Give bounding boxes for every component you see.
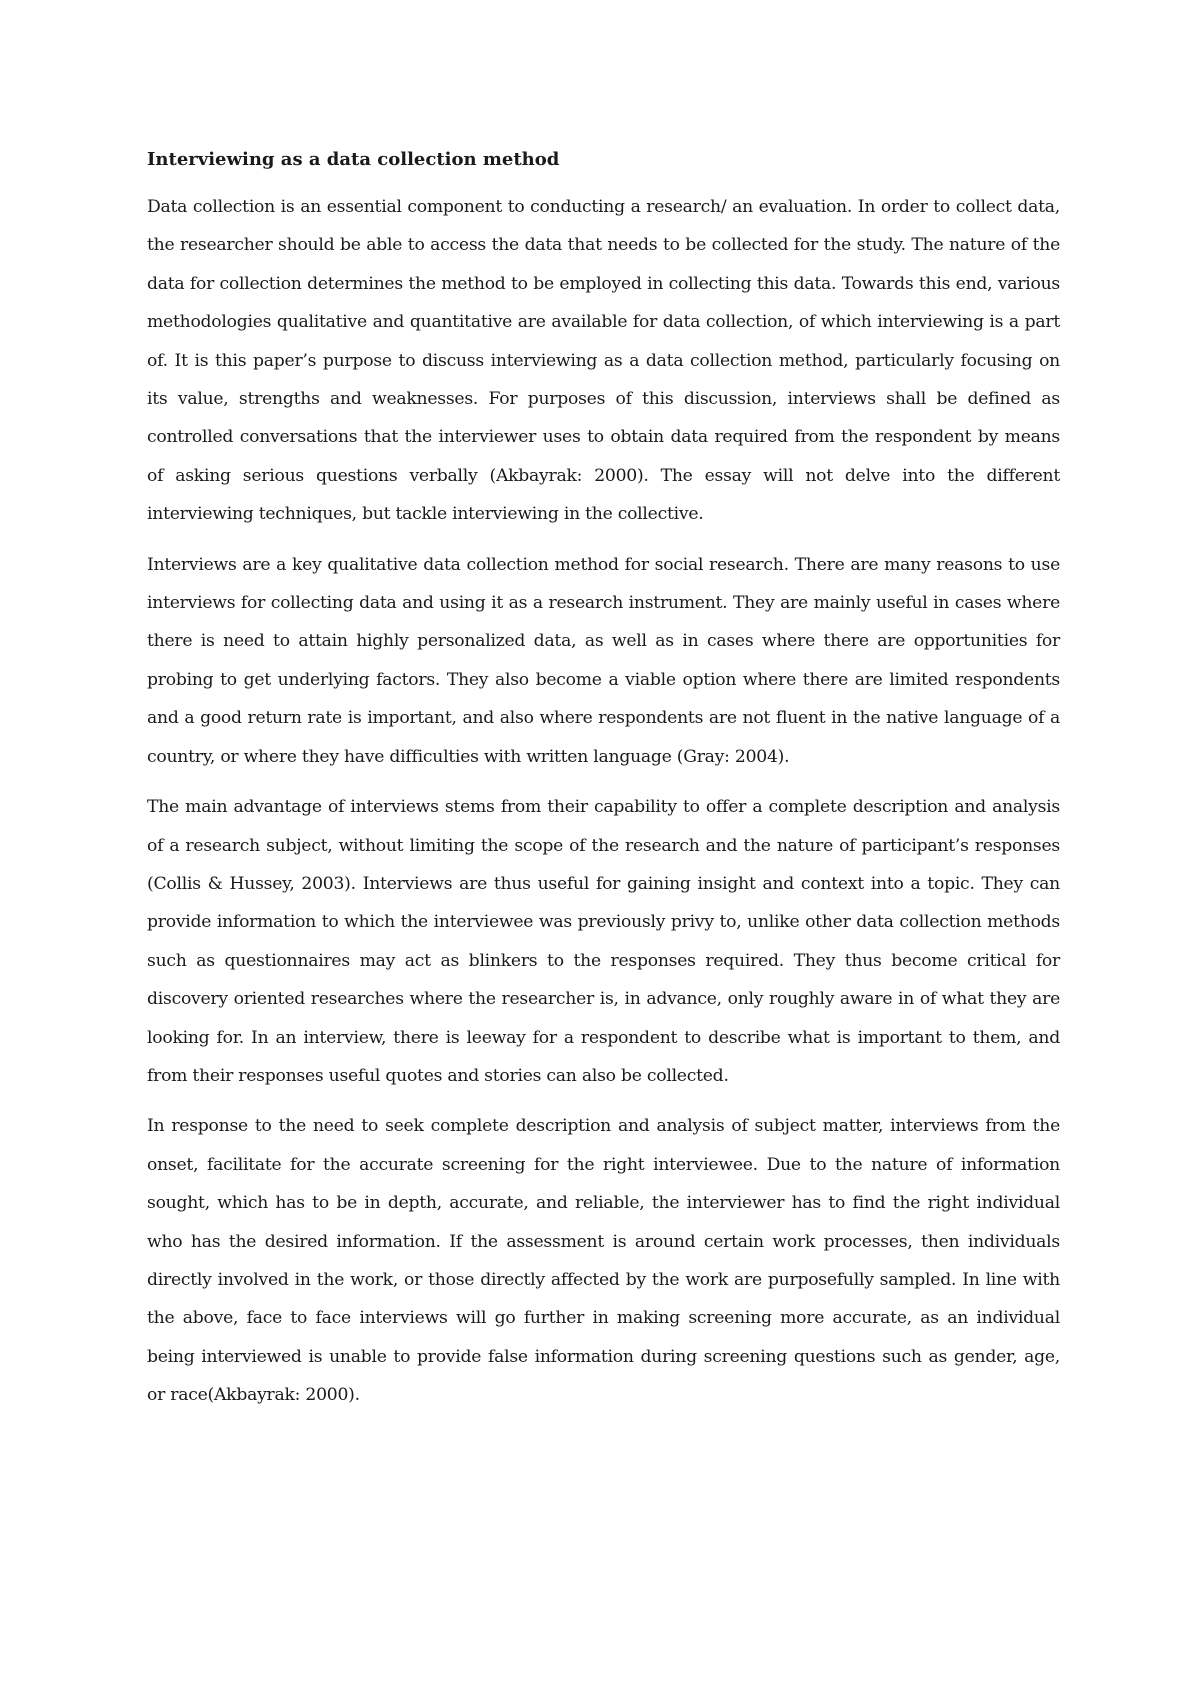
- document-body: [147, 146, 1060, 1427]
- paragraph-advantages: The main advantage of interviews stems from their capability to offer a complete description and analysis of a research subject, without limiting the scope of the research and the nature of participant’s responses (Collis & Hussey, 2003). Interviews are thus useful for gaining insight and context into a topic. They can provide information to which the interviewee was previously privy to, unlike other data collection methods such as questionnaires may act as blinkers to the responses required. They thus become critical for discovery oriented researches where the researcher is, in advance, only roughly aware in of what they are looking for. In an interview, there is leeway for a respondent to describe what is important to them, and from their responses useful quotes and stories can also be collected.: [147, 797, 1060, 1086]
- document-title: Interviewing as a data collection method: [147, 149, 560, 170]
- paragraph-screening: In response to the need to seek complete description and analysis of subject matter, interviews from the onset, facilitate for the accurate screening for the right interviewee. Due to the nature of information sought, which has to be in depth, accurate, and reliable, the interviewer has to find the right individual who has the desired information. If the assessment is around certain work processes, then individuals directly involved in the work, or those directly affected by the work are purposefully sampled. In line with the above, face to face interviews will go further in making screening more accurate, as an individual being interviewed is unable to provide false information during screening questions such as gender, age, or race(Akbayrak: 2000).: [147, 1116, 1060, 1406]
- paragraph-reasons: Interviews are a key qualitative data collection method for social research. There are many reasons to use interviews for collecting data and using it as a research instrument. They are mainly useful in cases where there is need to attain highly personalized data, as well as in cases where there are opportunities for probing to get underlying factors. They also become a viable option where there are limited respondents and a good return rate is important, and also where respondents are not fluent in the native language of a country, or where they have difficulties with written language (Gray: 2004).: [147, 554, 1060, 767]
- paragraph-intro: Data collection is an essential component to conducting a research/ an evaluation. In order to collect data, the researcher should be able to access the data that needs to be collected for the study. The nature of the data for collection determines the method to be employed in collecting this data. Towards this end, various methodologies qualitative and quantitative are available for data collection, of which interviewing is a part of. It is this paper’s purpose to discuss interviewing as a data collection method, particularly focusing on its value, strengths and weaknesses. For purposes of this discussion, interviews shall be defined as controlled conversations that the interviewer uses to obtain data required from the respondent by means of asking serious questions verbally (Akbayrak: 2000). The essay will not delve into the different interviewing techniques, but tackle interviewing in the collective.: [147, 197, 1060, 525]
